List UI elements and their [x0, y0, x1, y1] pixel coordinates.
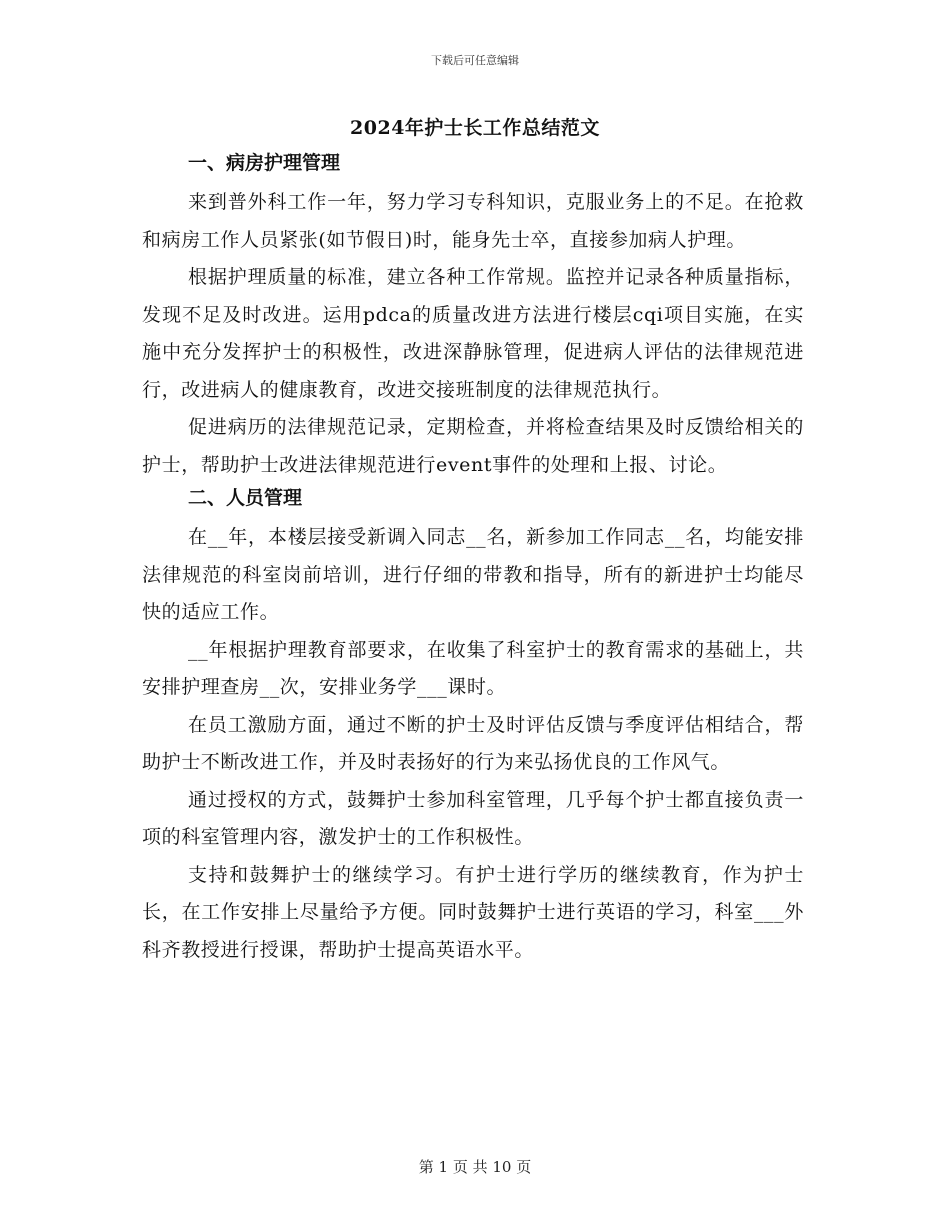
paragraph: 促进病历的法律规范记录，定期检查，并将检查结果及时反馈给相关的护士，帮助护士改进法律规范进行event事件的处理和上报、讨论。 [142, 416, 804, 476]
section-ward-nursing-management [142, 149, 804, 484]
paragraph: 在员工激励方面，通过不断的护士及时评估反馈与季度评估相结合，帮助护士不断改进工作，并及时表扬好的行为来弘扬优良的工作风气。 [142, 713, 804, 773]
paragraph: 支持和鼓舞护士的继续学习。有护士进行学历的继续教育，作为护士长，在工作安排上尽量给予方便。同时鼓舞护士进行英语的学习，科室___外科齐教授进行授课，帮助护士提高英语水平。 [142, 863, 804, 961]
paragraph: 根据护理质量的标准，建立各种工作常规。监控并记录各种质量指标，发现不足及时改进。运用pdca的质量改进方法进行楼层cqi项目实施，在实施中充分发挥护士的积极性，改进深静脉管理，促进病人评估的法律规范进行，改进病人的健康教育，改进交接班制度的法律规范执行。 [142, 266, 804, 401]
paragraph: 在__年，本楼层接受新调入同志__名，新参加工作同志__名，均能安排法律规范的科室岗前培训，进行仔细的带教和指导，所有的新进护士均能尽快的适应工作。 [142, 526, 804, 623]
page-number-footer: 第 1 页 共 10 页 [418, 1158, 532, 1176]
section-personnel-management [142, 484, 804, 969]
section-heading: 二、人员管理 [188, 487, 303, 509]
paragraph: 来到普外科工作一年，努力学习专科知识，克服业务上的不足。在抢救和病房工作人员紧张(如节假日)时，能身先士卒，直接参加病人护理。 [142, 191, 804, 251]
document-body [142, 149, 804, 969]
page-header-note: 下载后可任意编辑 [431, 54, 519, 67]
paragraph: 通过授权的方式，鼓舞护士参加科室管理，几乎每个护士都直接负责一项的科室管理内容，激发护士的工作积极性。 [142, 788, 804, 848]
document-title: 2024年护士长工作总结范文 [350, 117, 600, 139]
section-heading: 一、病房护理管理 [188, 152, 341, 174]
paragraph: __年根据护理教育部要求，在收集了科室护士的教育需求的基础上，共安排护理查房__次，安排业务学___课时。 [142, 638, 804, 698]
